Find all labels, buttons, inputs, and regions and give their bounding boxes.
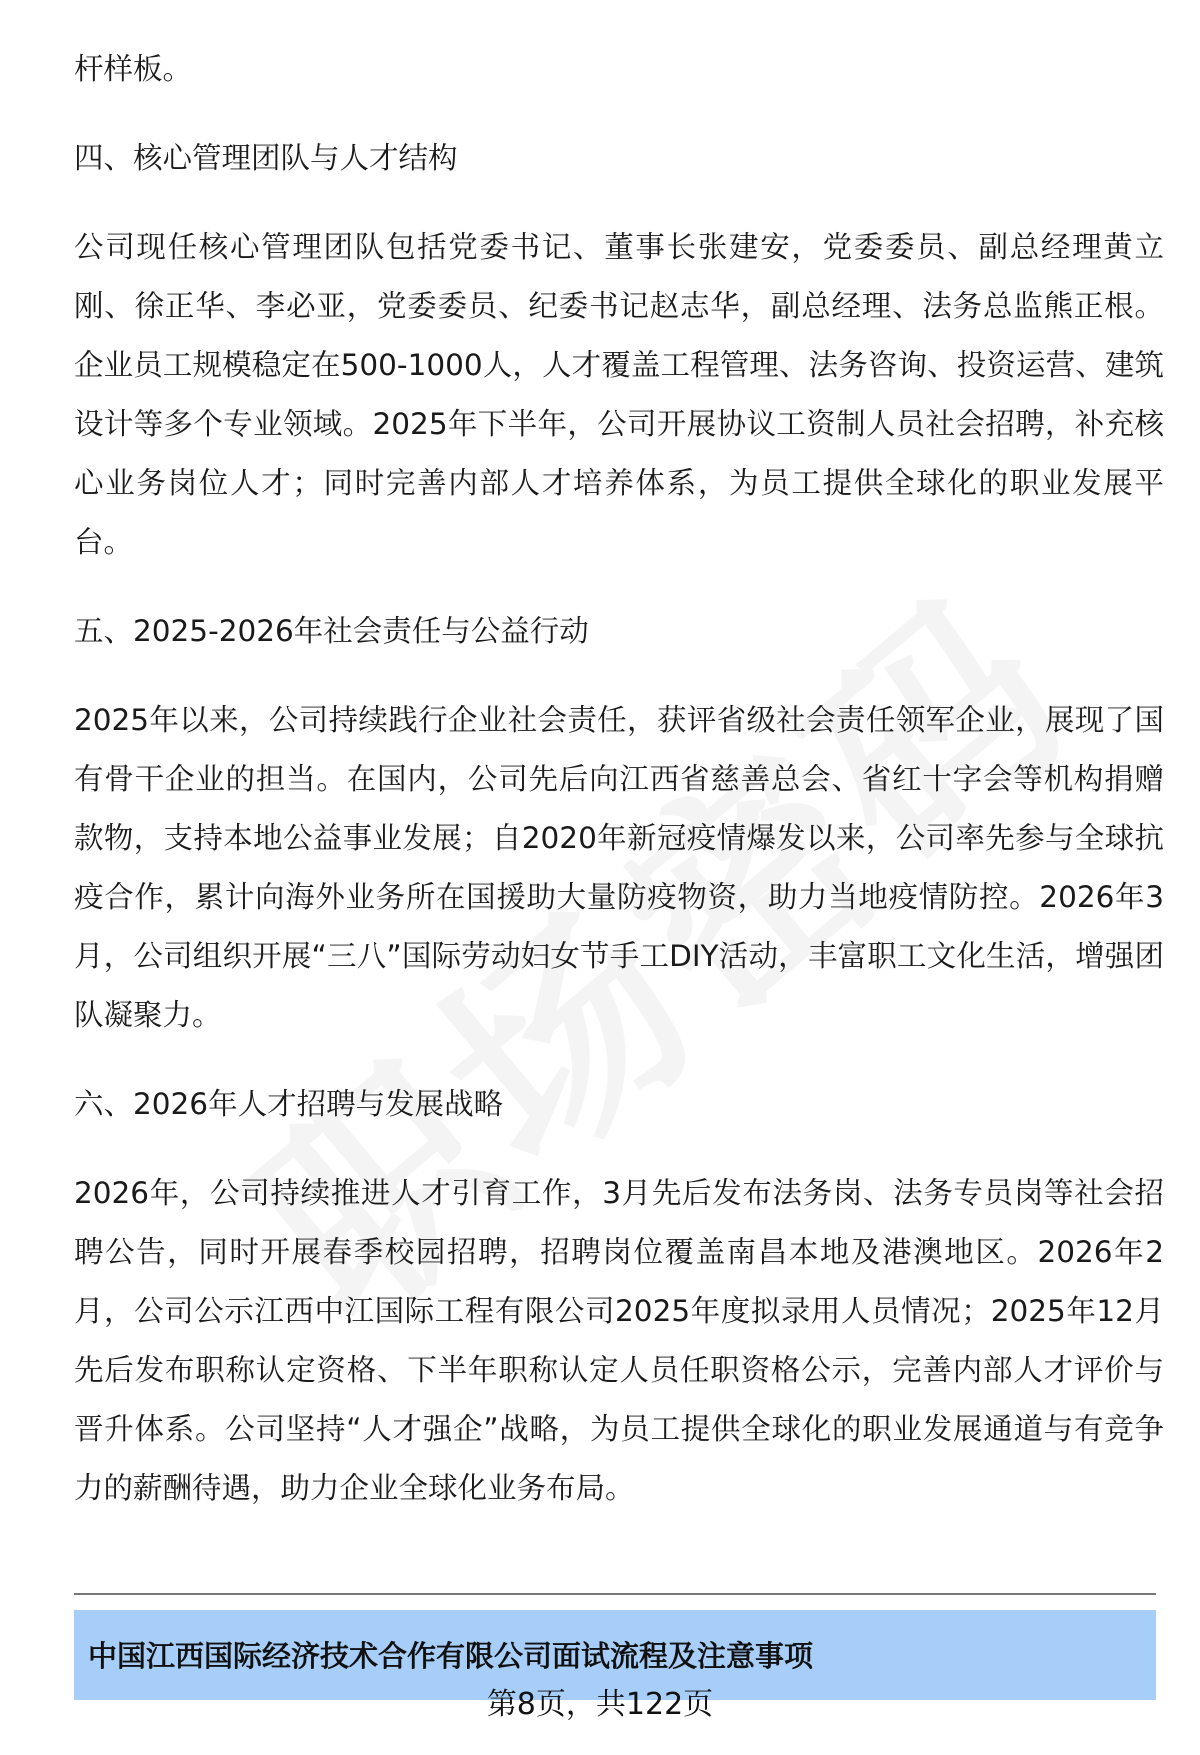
section-divider [74, 1593, 1156, 1595]
document-body [74, 40, 1164, 1518]
page-number: 第8页，共122页 [486, 1687, 714, 1722]
section-6-heading: 六、2026年人才招聘与发展战略 [74, 1087, 504, 1121]
section-4-paragraph: 公司现任核心管理团队包括党委书记、董事长张建安，党委委员、副总经理黄立刚、徐正华、李必亚，党委委员、纪委书记赵志华，副总经理、法务总监熊正根。企业员工规模稳定在500-1000人，人才覆盖工程管理、法务咨询、投资运营、建筑设计等多个专业领域。2025年下半年，公司开展协议工资制人员社会招聘，补充核心业务岗位人才；同时完善内部人才培养体系，为员工提供全球化的职业发展平台。 [74, 230, 1164, 559]
banner-title: 中国江西国际经济技术合作有限公司面试流程及注意事项 [88, 1639, 814, 1673]
intro-tail-paragraph: 杆样板。 [74, 52, 193, 86]
section-5-paragraph: 2025年以来，公司持续践行企业社会责任，获评省级社会责任领军企业，展现了国有骨干企业的担当。在国内，公司先后向江西省慈善总会、省红十字会等机构捐赠款物，支持本地公益事业发展；自2020年新冠疫情爆发以来，公司率先参与全球抗疫合作，累计向海外业务所在国援助大量防疫物资，助力当地疫情防控。2026年3月，公司组织开展“三八”国际劳动妇女节手工DIY活动，丰富职工文化生活，增强团队凝聚力。 [74, 703, 1164, 1032]
section-5-heading: 五、2025-2026年社会责任与公益行动 [74, 614, 589, 648]
section-6-paragraph: 2026年，公司持续推进人才引育工作，3月先后发布法务岗、法务专员岗等社会招聘公告，同时开展春季校园招聘，招聘岗位覆盖南昌本地及港澳地区。2026年2月，公司公示江西中江国际工程有限公司2025年度拟录用人员情况；2025年12月先后发布职称认定资格、下半年职称认定人员任职资格公示，完善内部人才评价与晋升体系。公司坚持“人才强企”战略，为员工提供全球化的职业发展通道与有竞争力的薪酬待遇，助力企业全球化业务布局。 [74, 1176, 1164, 1505]
section-4-heading: 四、核心管理团队与人才结构 [74, 141, 458, 175]
